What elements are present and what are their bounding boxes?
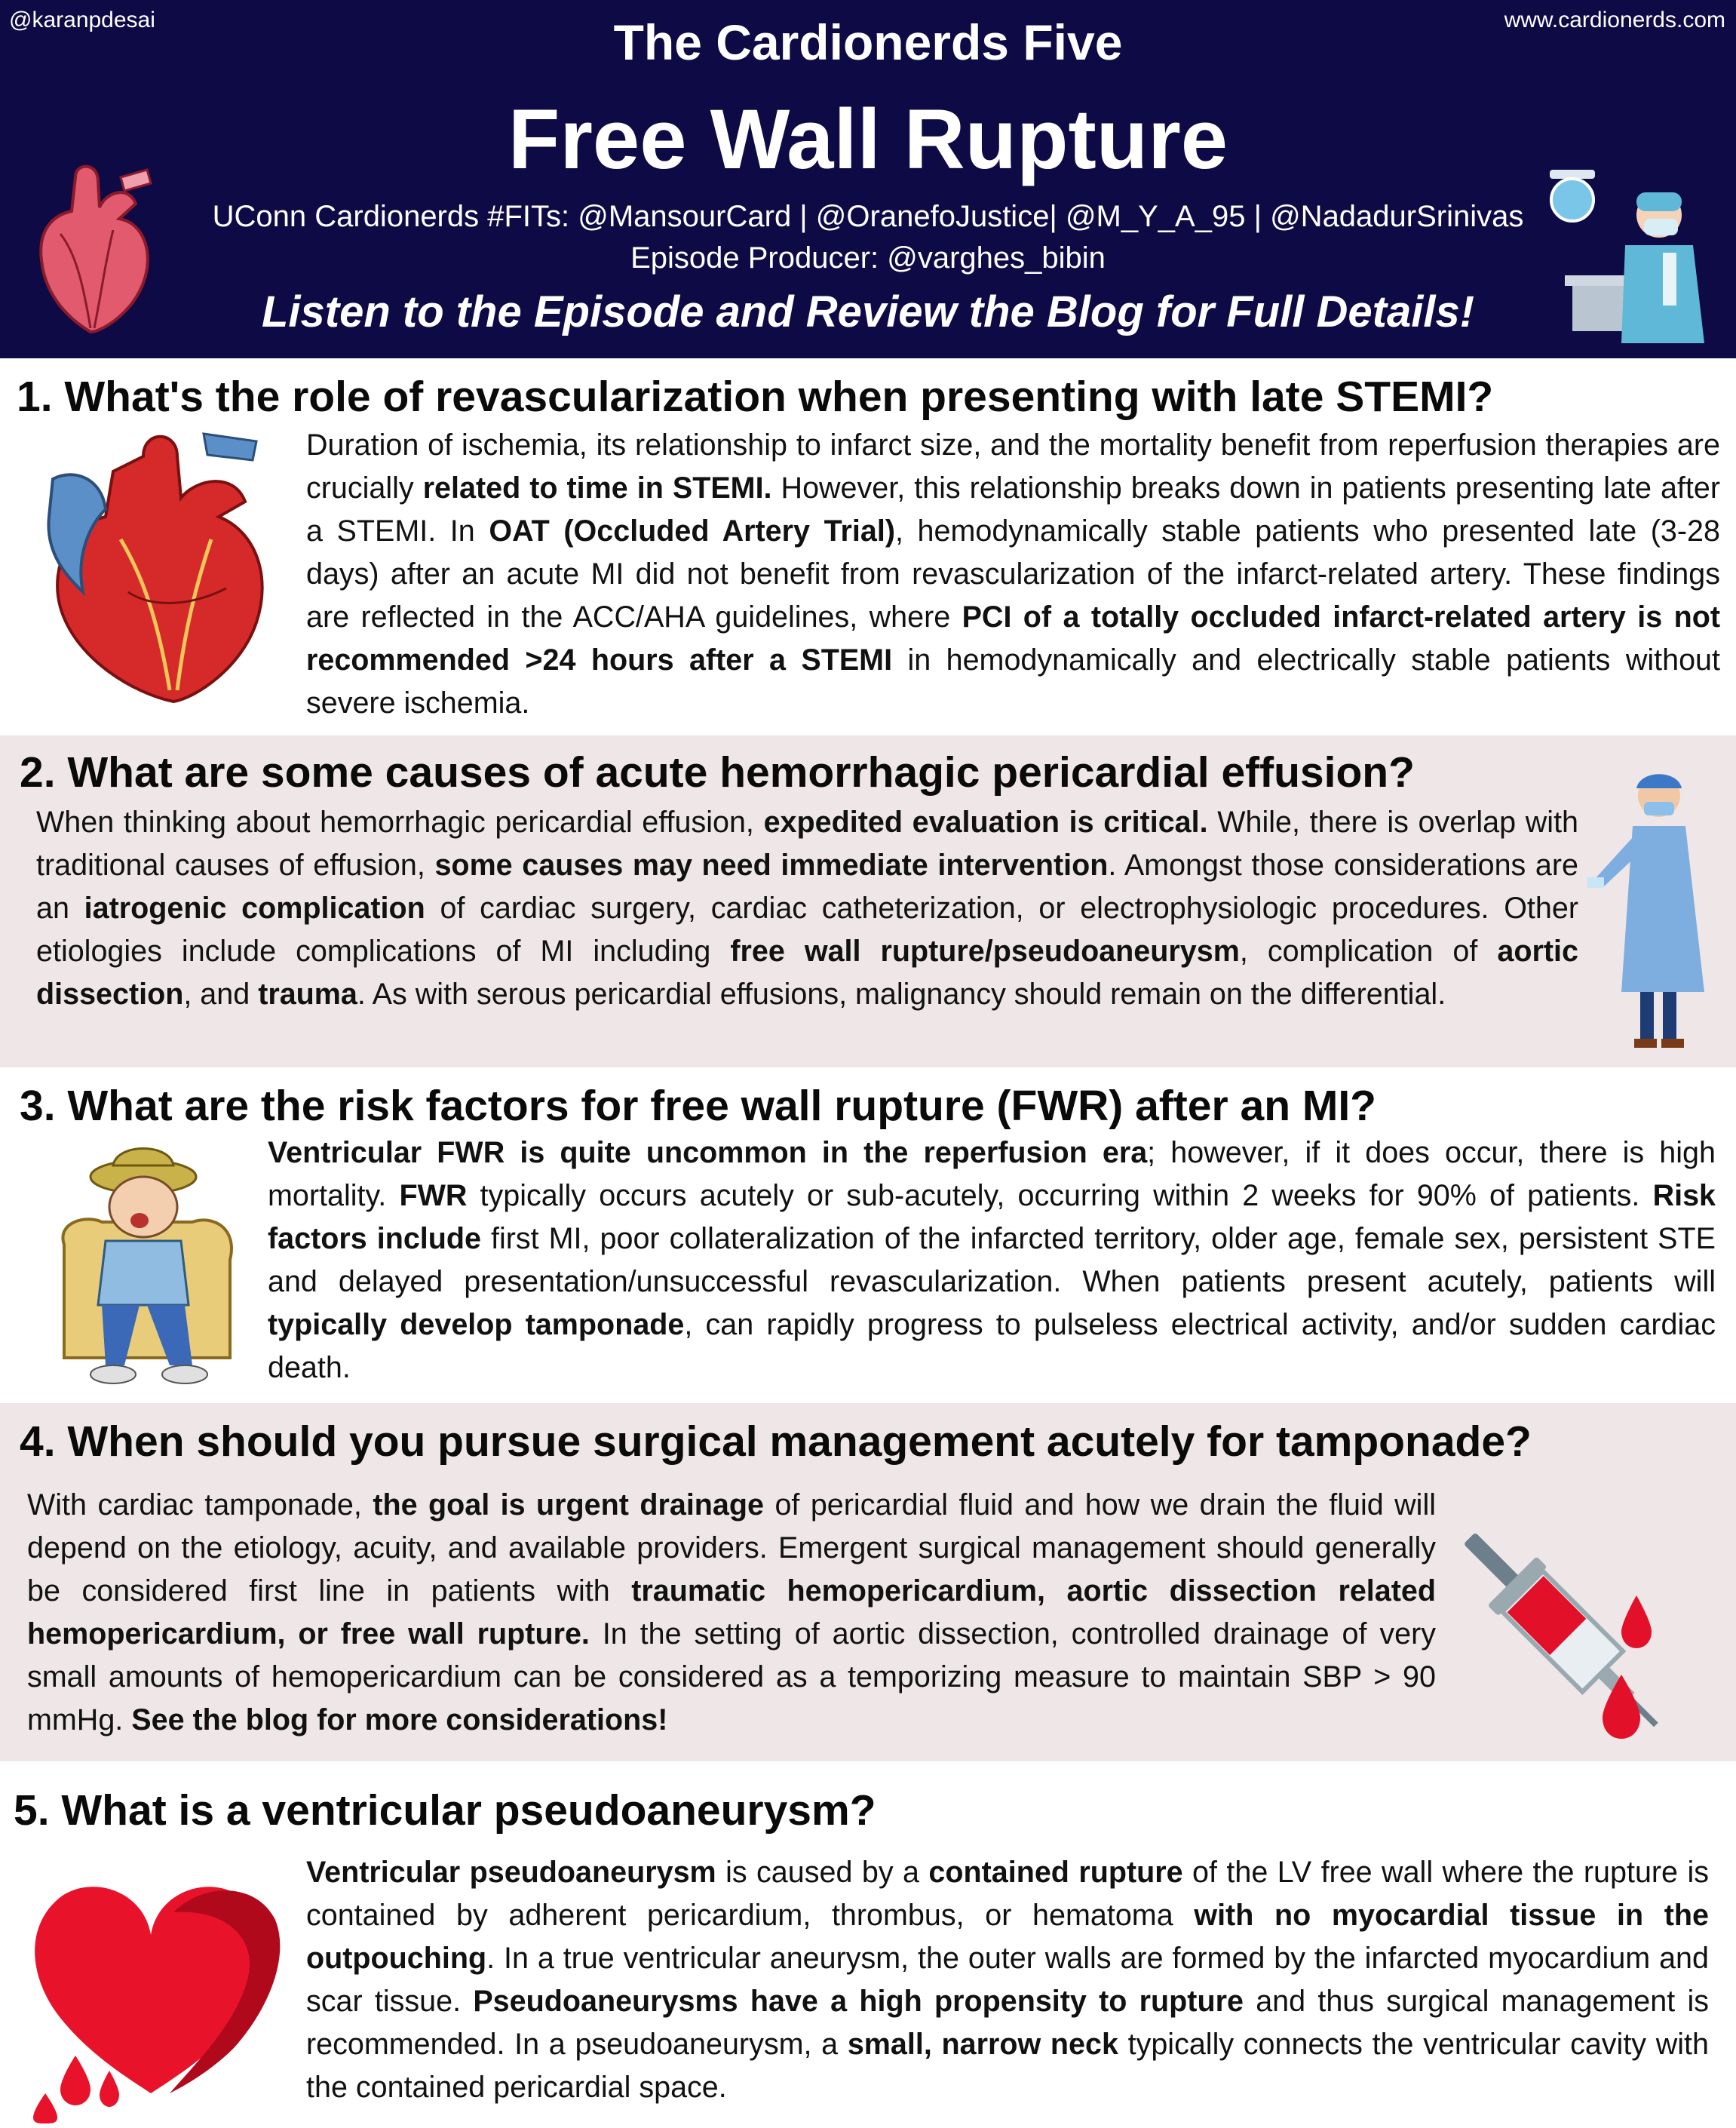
emphasis-text: aortic dissection [36,935,1578,1011]
section-1-question: 1. What's the role of revascularization when presenting with late STEMI? [17,373,1494,421]
emphasis-text: typically develop tamponade [268,1308,685,1341]
body-text: is caused by a [716,1856,929,1889]
section-2-body [36,801,1578,1016]
series-title: The Cardionerds Five [613,14,1123,70]
body-text: of pericardial fluid and how we drain the fluid will depend on the etiology, acuity, and available providers. Emergent surgical management should generally be considered first line in patients with [27,1488,1436,1608]
emphasis-text: FWR [399,1179,468,1212]
emphasis-text: OAT (Occluded Artery Trial) [489,514,895,548]
section-1-body [306,424,1720,725]
page-title: Free Wall Rupture [508,92,1228,186]
author-handle[interactable]: @karanpdesai [9,8,155,32]
emphasis-text: Ventricular pseudoaneurysm [306,1856,716,1889]
body-text: typically occurs acutely or sub-acutely, occurring within 2 weeks for 90% of patients. [467,1179,1653,1212]
section-5-question: 5. What is a ventricular pseudoaneurysm? [14,1786,876,1835]
section-5-body [306,1851,1709,2109]
body-text: , and [183,978,259,1011]
emphasis-text: PCI of a totally occluded infarct-related artery is not recommended >24 hours after a STEMI [306,600,1720,677]
section-2 [0,735,1736,1067]
body-text: . Amongst those considerations are an [36,849,1579,925]
body-text: of the LV free wall where the rupture is contained by adherent pericardium, thrombus, or hematoma [306,1856,1709,1932]
body-text: first MI, poor collateralization of the infarcted territory, older age, female sex, persistent STE and delayed presentation/unsuccessful revascularization. When patients present acutely, patients will [268,1222,1716,1298]
emphasis-text: Ventricular FWR is quite uncommon in the reperfusion era [268,1136,1148,1169]
emphasis-text: Pseudoaneurysms have a high propensity to rupture [473,1985,1244,2018]
body-text: Duration of ischemia, its relationship to infarct size, and the mortality benefit from reperfusion therapies are crucially [306,428,1720,505]
emphasis-text: the goal is urgent drainage [373,1488,764,1522]
producer-credit: Episode Producer: @varghes_bibin [630,241,1106,275]
emphasis-text: some causes may need immediate intervention [434,849,1109,882]
header-banner [0,0,1736,358]
realistic-heart-icon [30,426,279,705]
emphasis-text: trauma [258,978,357,1011]
emphasis-text: Risk factors include [268,1179,1716,1255]
surgeon-operating-room-icon [1550,162,1708,343]
syringe-blood-icon [1452,1505,1678,1754]
emphasis-text: traumatic hemopericardium, aortic dissection related hemopericardium, or free wall rupture. [27,1574,1436,1651]
body-text: , complication of [1239,935,1498,968]
body-text: of cardiac surgery, cardiac catheterization, or electrophysiologic procedures. Other etiologies include complications of MI including [36,892,1578,968]
section-4 [0,1403,1736,1761]
website-url[interactable]: www.cardionerds.com [1504,8,1725,32]
section-5 [0,1761,1736,2128]
fits-credits: UConn Cardionerds #FITs: @MansourCard | @OranefoJustice| @M_Y_A_95 | @NadadurSrinivas [212,200,1524,233]
body-text: However, this relationship breaks down in patients presenting late after a STEMI. In [306,471,1720,548]
elderly-man-chest-pain-icon [41,1132,245,1392]
body-text: and thus surgical management is recommended. In a pseudoaneurysm, a [306,1985,1709,2061]
emphasis-text: with no myocardial tissue in the outpouching [306,1899,1709,1975]
emphasis-text: related to time in STEMI. [422,471,772,505]
emphasis-text: small, narrow neck [847,2028,1118,2061]
emphasis-text: free wall rupture/pseudoaneurysm [730,935,1240,968]
section-3-body [268,1132,1716,1389]
body-text: , hemodynamically stable patients who presented late (3-28 days) after an acute MI did not benefit from revascularization of the infarct-related artery. These findings are reflected in the ACC/AHA guidelines, where [306,514,1720,634]
bleeding-heart-icon [15,1867,287,2123]
body-text: While, there is overlap with traditional causes of effusion, [36,806,1579,882]
emphasis-text: iatrogenic complication [84,892,425,925]
emphasis-text: expedited evaluation is critical. [763,806,1208,839]
anatomical-heart-icon [30,162,158,336]
body-text: ; however, if it does occur, there is high mortality. [268,1136,1716,1212]
call-to-action: Listen to the Episode and Review the Blog for Full Details! [261,287,1475,336]
body-text: With cardiac tamponade, [27,1488,373,1522]
surgeon-figure-icon [1587,766,1719,1052]
section-4-body [27,1484,1436,1742]
emphasis-text: contained rupture [928,1856,1183,1889]
section-2-question: 2. What are some causes of acute hemorrhagic pericardial effusion? [20,748,1415,797]
section-4-question: 4. When should you pursue surgical management acutely for tamponade? [20,1417,1532,1466]
body-text: , can rapidly progress to pulseless electrical activity, and/or sudden cardiac death. [268,1308,1716,1384]
section-3 [0,1067,1736,1403]
body-text: typically connects the ventricular cavity with the contained pericardial space. [306,2028,1709,2104]
body-text: When thinking about hemorrhagic pericardial effusion, [36,806,764,839]
body-text: In the setting of aortic dissection, controlled drainage of very small amounts of hemopericardium can be considered as a temporizing measure to maintain SBP > 90 mmHg. [27,1617,1436,1736]
body-text: . In a true ventricular aneurysm, the outer walls are formed by the infarcted myocardium and scar tissue. [306,1942,1709,2018]
emphasis-text: See the blog for more considerations! [131,1703,668,1736]
body-text: in hemodynamically and electrically stable patients without severe ischemia. [306,643,1720,720]
section-1 [0,358,1736,735]
section-3-question: 3. What are the risk factors for free wall rupture (FWR) after an MI? [20,1082,1376,1130]
body-text: . As with serous pericardial effusions, malignancy should remain on the differential. [357,978,1446,1011]
